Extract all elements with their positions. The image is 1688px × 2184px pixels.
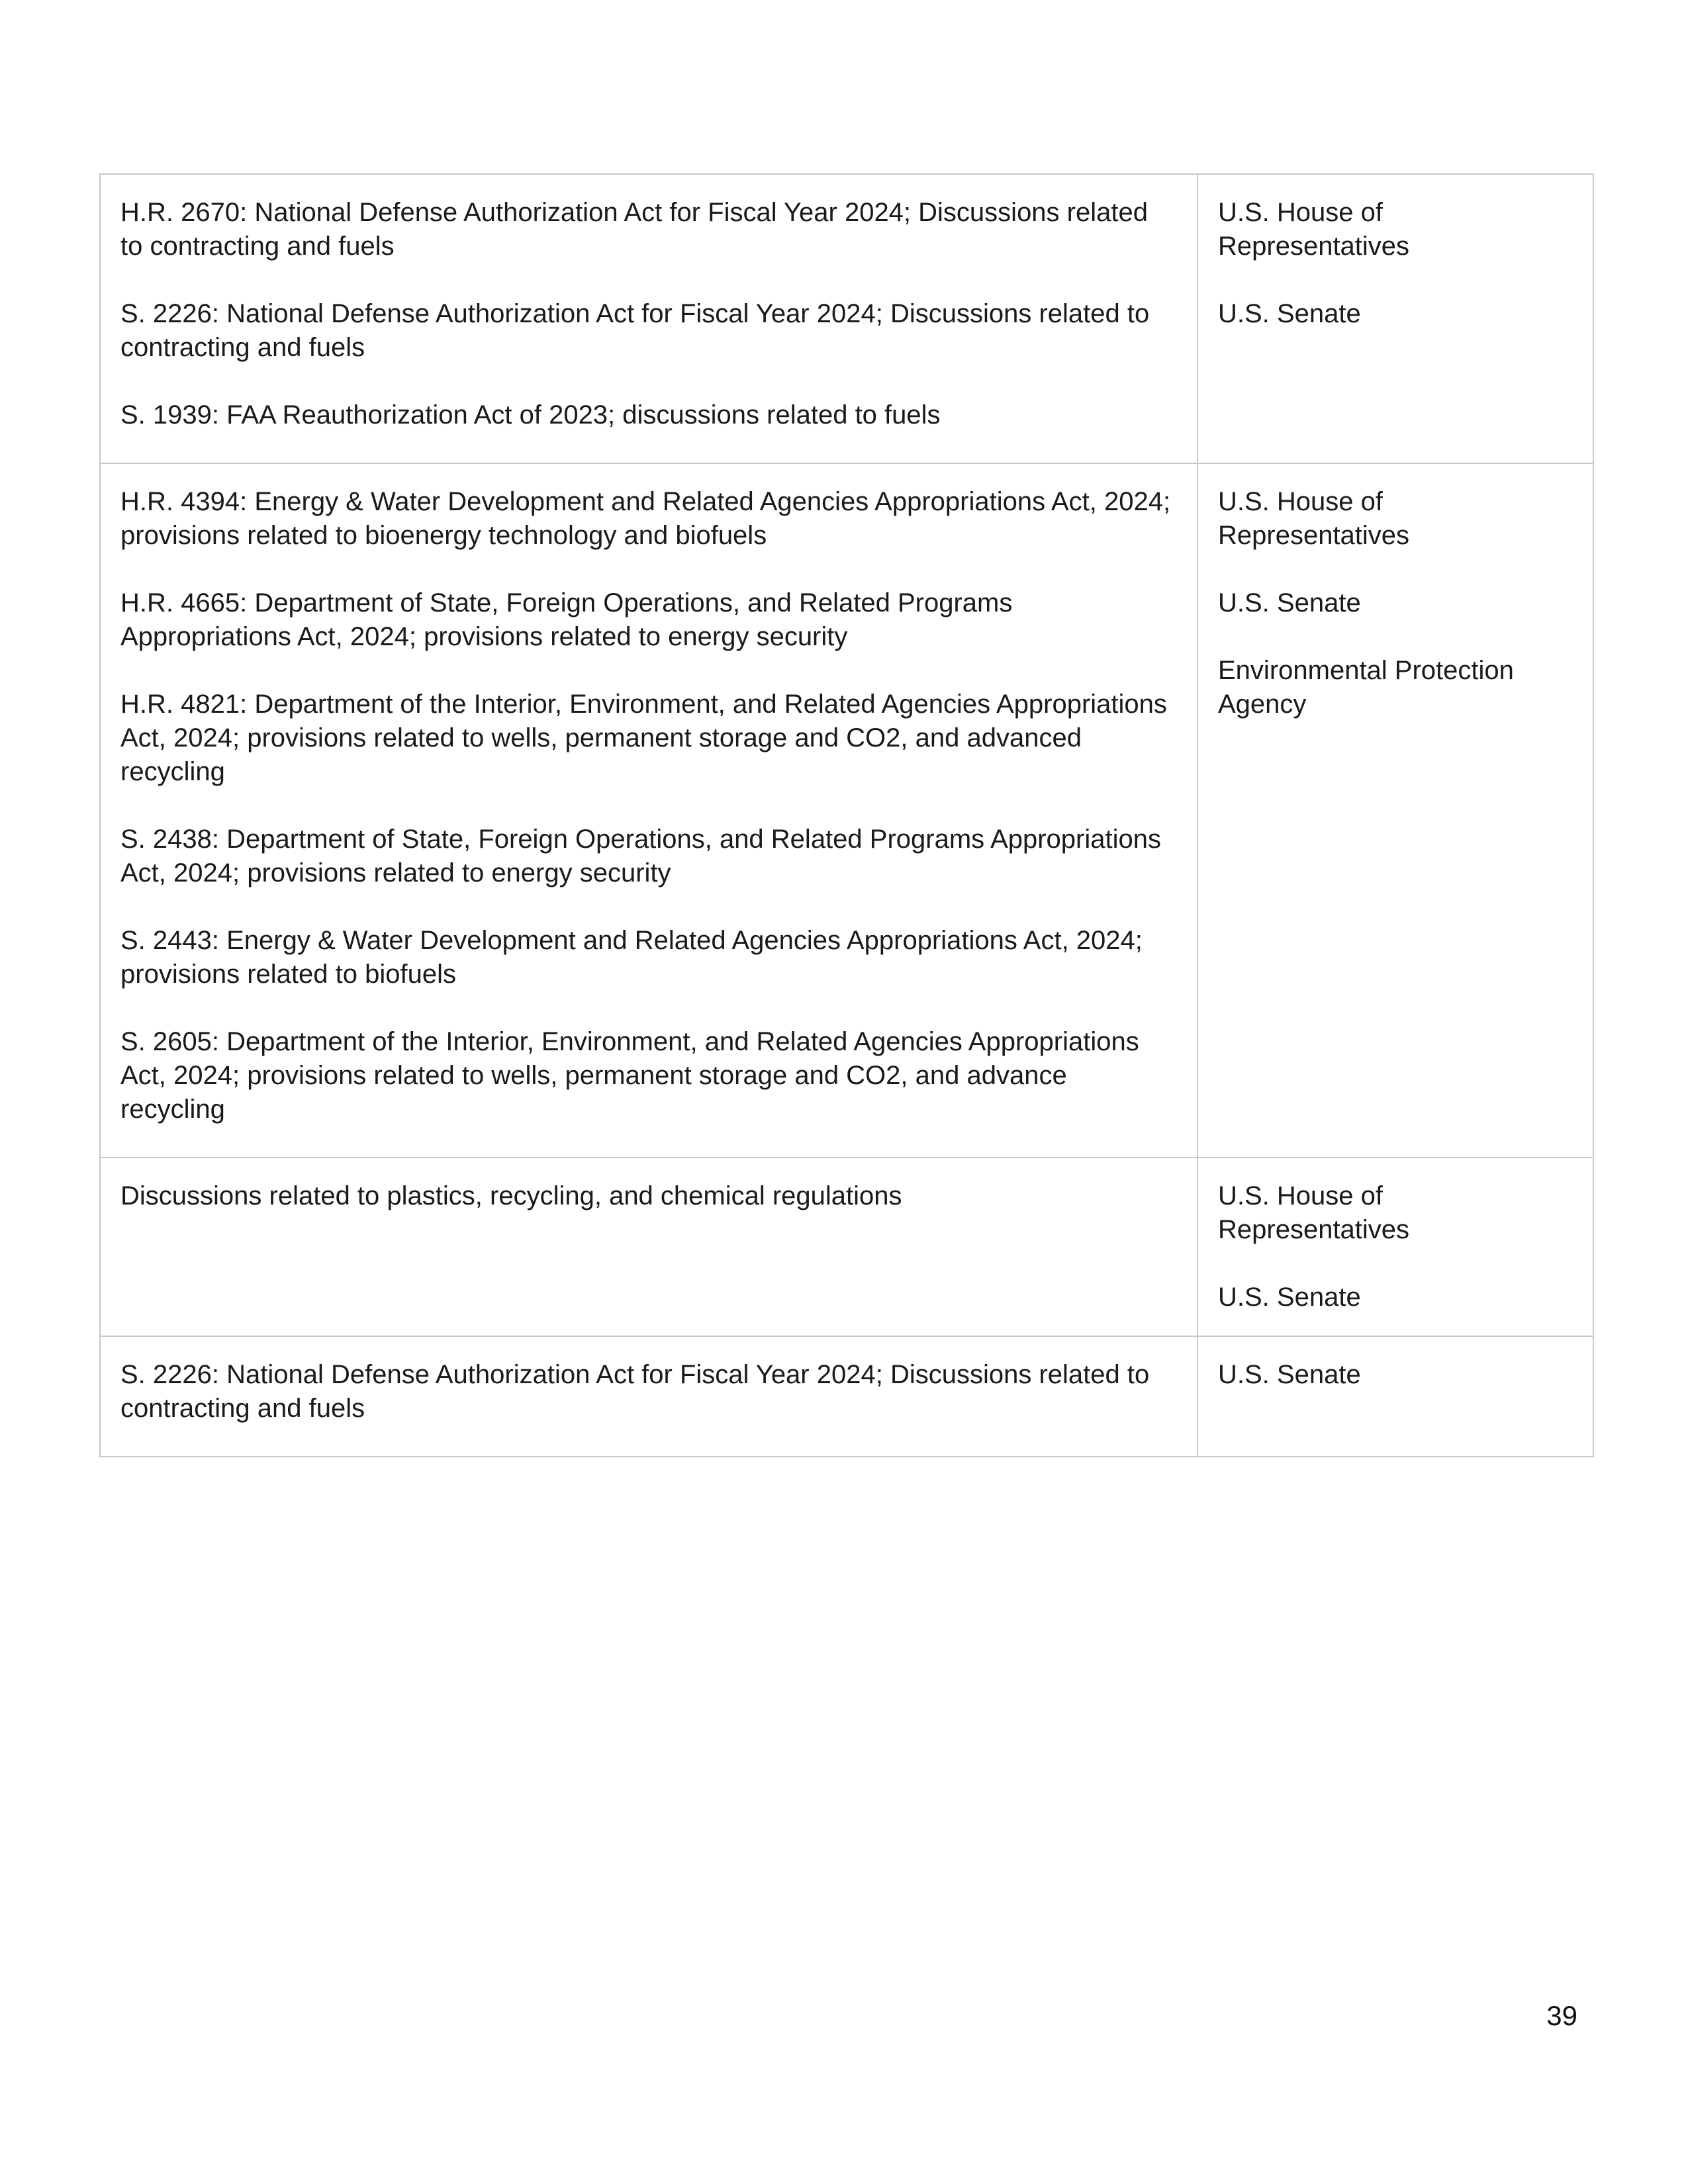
- entity-text: U.S. Senate: [1218, 1360, 1361, 1389]
- issue-text: S. 2443: Energy & Water Development and Related Agencies Appropriations Act, 2024; provisions related to biofuels: [120, 926, 1143, 989]
- issue-text: H.R. 2670: National Defense Authorization Act for Fiscal Year 2024; Discussions related to contracting and fuels: [120, 198, 1148, 261]
- issues-cell: [100, 1336, 1197, 1457]
- issue-text: H.R. 4821: Department of the Interior, Environment, and Related Agencies Appropriations Act, 2024; provisions related to wells, permanent storage and CO2, and advanced recycling: [120, 690, 1167, 786]
- entities-cell: [1197, 1336, 1593, 1457]
- issues-cell: [100, 174, 1197, 463]
- table-row: [100, 1336, 1593, 1457]
- page-number: 39: [1546, 2000, 1577, 2031]
- issue-text: H.R. 4665: Department of State, Foreign Operations, and Related Programs Appropriations Act, 2024; provisions related to energy security: [120, 588, 1013, 651]
- entity-text: U.S. Senate: [1218, 299, 1361, 328]
- entities-cell: [1197, 463, 1593, 1158]
- issues-cell: [100, 1158, 1197, 1336]
- issue-text: S. 2226: National Defense Authorization Act for Fiscal Year 2024; Discussions related to contracting and fuels: [120, 1360, 1150, 1423]
- issue-text: S. 1939: FAA Reauthorization Act of 2023; discussions related to fuels: [120, 400, 941, 430]
- issue-text: S. 2226: National Defense Authorization Act for Fiscal Year 2024; Discussions related to contracting and fuels: [120, 299, 1150, 362]
- entity-text: U.S. House of Representatives: [1218, 487, 1410, 550]
- issue-text: Discussions related to plastics, recycling, and chemical regulations: [120, 1181, 902, 1210]
- table-row: [100, 463, 1593, 1158]
- issue-text: S. 2438: Department of State, Foreign Operations, and Related Programs Appropriations Act, 2024; provisions related to energy security: [120, 825, 1161, 887]
- issue-text: S. 2605: Department of the Interior, Environment, and Related Agencies Appropriations Act, 2024; provisions related to wells, permanent storage and CO2, and advance recycling: [120, 1027, 1139, 1124]
- table-row: [100, 1158, 1593, 1336]
- entities-cell: [1197, 174, 1593, 463]
- entity-text: U.S. Senate: [1218, 588, 1361, 617]
- issues-cell: [100, 463, 1197, 1158]
- entity-text: U.S. House of Representatives: [1218, 198, 1410, 261]
- entity-text: Environmental Protection Agency: [1218, 656, 1514, 719]
- lobbying-issues-table: [99, 173, 1594, 1457]
- issue-text: H.R. 4394: Energy & Water Development and Related Agencies Appropriations Act, 2024; provisions related to bioenergy technology and biofuels: [120, 487, 1171, 550]
- table-row: [100, 174, 1593, 463]
- entities-cell: [1197, 1158, 1593, 1336]
- entity-text: U.S. House of Representatives: [1218, 1181, 1410, 1244]
- entity-text: U.S. Senate: [1218, 1283, 1361, 1312]
